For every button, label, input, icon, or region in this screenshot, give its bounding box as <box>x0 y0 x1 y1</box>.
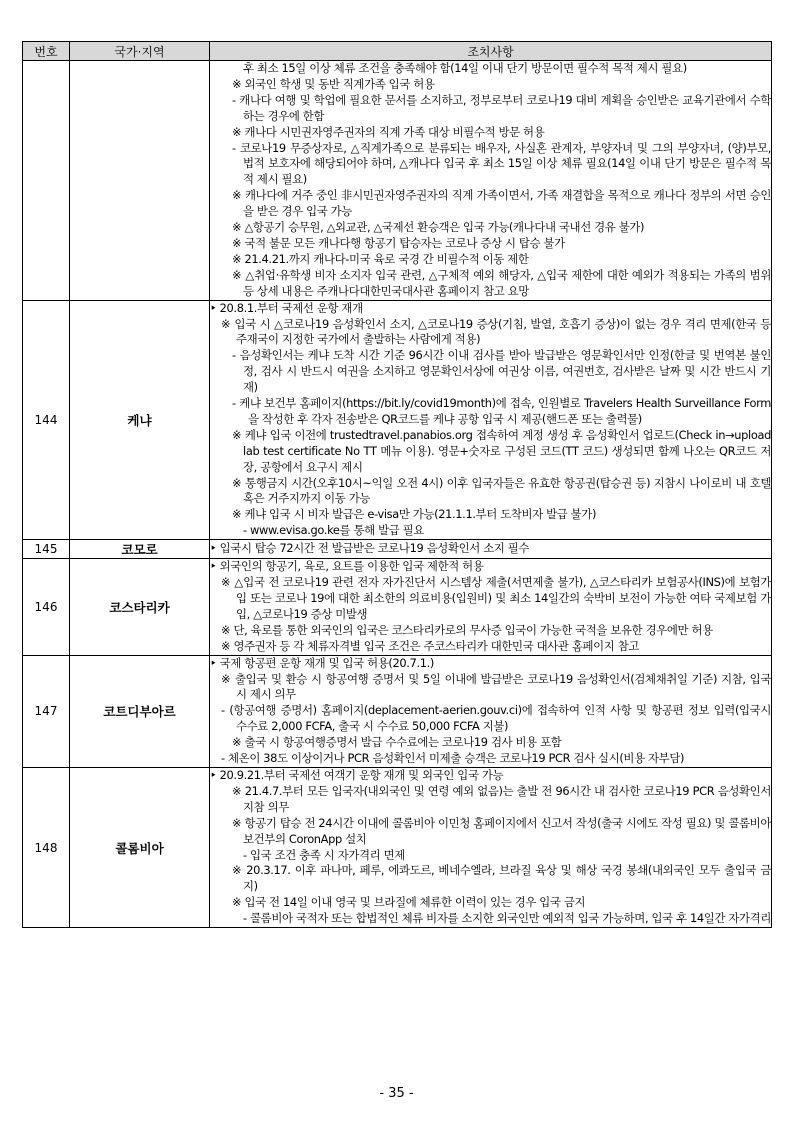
measure-line: - (항공여행 증명서) 홈페이지(deplacement-aerien.gouv.ci)에 접속하여 인적 사항 및 항공편 정보 입력(입국시 수수료 2,000 FCFA, 출국 시 수수료 50,000 FCFA 지불) <box>221 703 771 734</box>
row-country: 코스타리카 <box>70 559 210 655</box>
measure-line: ※ 단, 육로를 통한 외국인의 입국은 코스타리카로의 무사증 입국이 가능한 국적을 보유한 경우에만 허용 <box>221 622 713 637</box>
measure-line: ※ 21.4.21.까지 캐나다-미국 육로 국경 간 비필수적 이동 제한 <box>232 251 529 266</box>
measure-line: - 체온이 38도 이상이거나 PCR 음성확인서 미제출 승객은 코로나19 PCR 검사 실시(비용 자부담) <box>221 751 685 766</box>
row-measures <box>210 767 772 927</box>
row-measures <box>210 61 772 301</box>
row-num: 144 <box>23 300 70 540</box>
row-num <box>23 61 70 301</box>
row-country: 케냐 <box>70 300 210 540</box>
row-measures <box>210 300 772 540</box>
measure-line: ‣ 국제 항공편 운항 재개 및 입국 허용(20.7.1.) <box>210 655 435 670</box>
row-measures <box>210 540 772 559</box>
measure-line: ※ 출입국 및 환승 시 항공여행 증명서 및 5일 이내에 발급받은 코로나19 음성확인서(검체채취일 기준) 지참, 입국 시 제시 의무 <box>221 671 771 702</box>
measure-line: ※ 외국인 학생 및 동반 직계가족 입국 허용 <box>232 76 435 91</box>
measure-line: - 코로나19 무증상자로, △직계가족으로 분류되는 배우자, 사실혼 관계자, 부양자녀 및 그의 부양자녀, (양)부모, 법적 보호자에 해당되어야 하며, △캐나다 입국 후 최소 15일 이상 체류 필요(14일 이내 단기 방문은 필수적 목적 제시 필요) <box>232 140 771 187</box>
measure-line: ※ 입국 시 △코로나19 음성확인서 소지, △코로나19 증상(기침, 발열, 호흡기 증상)이 없는 경우 격리 면제(한국 등 주재국이 지정한 국가에서 출발하는 사람에게 적용) <box>221 316 771 347</box>
row-country <box>70 61 210 301</box>
measure-line: ※ 항공기 탑승 전 24시간 이내에 콜롬비아 이민청 홈페이지에서 신고서 작성(출국 시에도 작성 필요) 및 콜롬비아 보건부의 CoronApp 설치 <box>232 815 771 846</box>
measure-line: - 콜롬비아 국적자 또는 합법적인 체류 비자를 소지한 외국인만 예외적 입국 가능하며, 입국 후 14일간 자가격리 <box>243 911 771 926</box>
row-country: 콜롬비아 <box>70 767 210 927</box>
measure-line: ※ 캐나다 시민권자영주권자의 직계 가족 대상 비필수적 방문 허용 <box>232 124 545 139</box>
measure-line: - www.evisa.go.ke를 통해 발급 필요 <box>243 523 424 538</box>
table-row <box>23 300 772 540</box>
measure-line: ‣ 20.8.1.부터 국제선 운항 재개 <box>210 300 363 315</box>
measure-line: - 케냐 보건부 홈페이지(https://bit.ly/covid19month)에 접속, 인원별로 Travelers Health Surveillance Form을 작성한 후 각자 전송받은 QR코드를 케냐 공항 입국 시 제공(핸드폰 또는 출력물) <box>232 396 771 426</box>
measure-line: ※ 캐나다에 거주 중인 非시민권자영주권자의 직계 가족이면서, 가족 재결합을 목적으로 캐나다 정부의 서면 승인을 받은 경우 입국 가능 <box>232 188 771 219</box>
measure-line: ※ 21.4.7.부터 모든 입국자(내외국인 및 연령 예외 없음)는 출발 전 96시간 내 검사한 코로나19 PCR 음성확인서 지참 의무 <box>232 783 771 814</box>
measure-line: - 음성확인서는 케냐 도착 시간 기준 96시간 이내 검사를 받아 발급받은 영문확인서만 인정(한글 및 번역본 불인정, 검사 시 반드시 여권을 소지하고 영문확인서상에 여권상 이름, 여권번호, 검사받은 날짜 및 시간 반드시 기재) <box>232 348 771 395</box>
measure-line: ※ △항공기 승무원, △외교관, △국제선 환승객은 입국 가능(캐나다내 국내선 경유 불가) <box>232 220 645 235</box>
table-row <box>23 767 772 927</box>
header-num: 번호 <box>23 42 70 61</box>
table-row <box>23 540 772 559</box>
measure-line: 후 최소 15일 이상 체류 조건을 충족해야 함(14일 이내 단기 방문이면 필수적 목적 제시 필요) <box>243 61 687 75</box>
row-country: 코모로 <box>70 540 210 559</box>
row-num: 148 <box>23 767 70 927</box>
row-country: 코트디부아르 <box>70 655 210 767</box>
page-number: - 35 - <box>379 1086 414 1101</box>
measure-line: ‣ 20.9.21.부터 국제선 여객기 운항 재개 및 외국인 입국 가능 <box>210 767 504 782</box>
measure-line: ※ 케냐 입국 시 비자 발급은 e-visa만 가능(21.1.1.부터 도착비자 발급 불가) <box>232 507 597 522</box>
measure-line: ※ △입국 전 코로나19 관련 전자 자가진단서 시스템상 제출(서면제출 불가), △코스타리카 보험공사(INS)에 보험가입 또는 코로나 19에 대한 최소한의 의료비용(입원비) 및 최소 14일간의 숙박비 보전이 가능한 여타 국제보험 가입, △코로나19 증상 미발생 <box>221 575 771 621</box>
measures-table <box>22 41 772 928</box>
row-num: 147 <box>23 655 70 767</box>
measure-line: ※ 출국 시 항공여행증명서 발급 수수료에는 코로나19 검사 비용 포함 <box>232 735 562 750</box>
row-measures <box>210 655 772 767</box>
measure-line: ‣ 입국시 탑승 72시간 전 발급받은 코로나19 음성확인서 소지 필수 <box>210 541 530 556</box>
measure-line: - 입국 조건 충족 시 자가격리 면제 <box>243 847 405 862</box>
header-measures: 조치사항 <box>210 42 772 61</box>
measure-line: ※ 케냐 입국 이전에 trustedtravel.panabios.org 접속하여 계정 생성 후 음성확인서 업로드(Check in→upload lab test certificate No TT 메뉴 이용). 영문+숫자로 구성된 코드(TT 코드) 생성되면 함께 나오는 QR코드 저장, 공항에서 요구시 제시 <box>232 427 771 474</box>
row-num: 145 <box>23 540 70 559</box>
table-header-row <box>23 42 772 61</box>
measure-line: ‣ 외국인의 항공기, 육로, 요트를 이용한 입국 제한적 허용 <box>210 559 484 574</box>
table-row <box>23 655 772 767</box>
row-num: 146 <box>23 559 70 655</box>
header-country: 국가·지역 <box>70 42 210 61</box>
row-measures <box>210 559 772 655</box>
measure-line: ※ 20.3.17. 이후 파나마, 페루, 에콰도르, 베네수엘라, 브라질 육상 및 해상 국경 봉쇄(내외국인 모두 출입국 금지) <box>232 863 771 894</box>
table-row <box>23 559 772 655</box>
measure-line: - 캐나다 여행 및 학업에 필요한 문서를 소지하고, 정부로부터 코로나19 대비 계획을 승인받은 교육기관에서 수학하는 경우에 한함 <box>232 92 771 123</box>
measure-line: ※ 영주권자 등 각 체류자격별 입국 조건은 주코스타리카 대한민국 대사관 홈페이지 참고 <box>221 638 640 653</box>
measure-line: ※ 입국 전 14일 이내 영국 및 브라질에 체류한 이력이 있는 경우 입국 금지 <box>232 895 586 910</box>
table-row-continuation <box>23 61 772 301</box>
measure-line: ※ 국적 불문 모든 캐나다행 항공기 탑승자는 코로나 증상 시 탑승 불가 <box>232 235 565 250</box>
measure-line: ※ 통행금지 시간(오후10시~익일 오전 4시) 이후 입국자들은 유효한 항공권(탑승권 등) 지참시 나이로비 내 호텔 혹은 거주지까지 이동 가능 <box>232 475 771 506</box>
measure-line: ※ △취업·유학생 비자 소지자 입국 관련, △구체적 예외 해당자, △입국 제한에 대한 예외가 적용되는 가족의 범위 등 상세 내용은 주캐나다대한민국대사관 홈페이지 참고 요망 <box>232 267 771 298</box>
